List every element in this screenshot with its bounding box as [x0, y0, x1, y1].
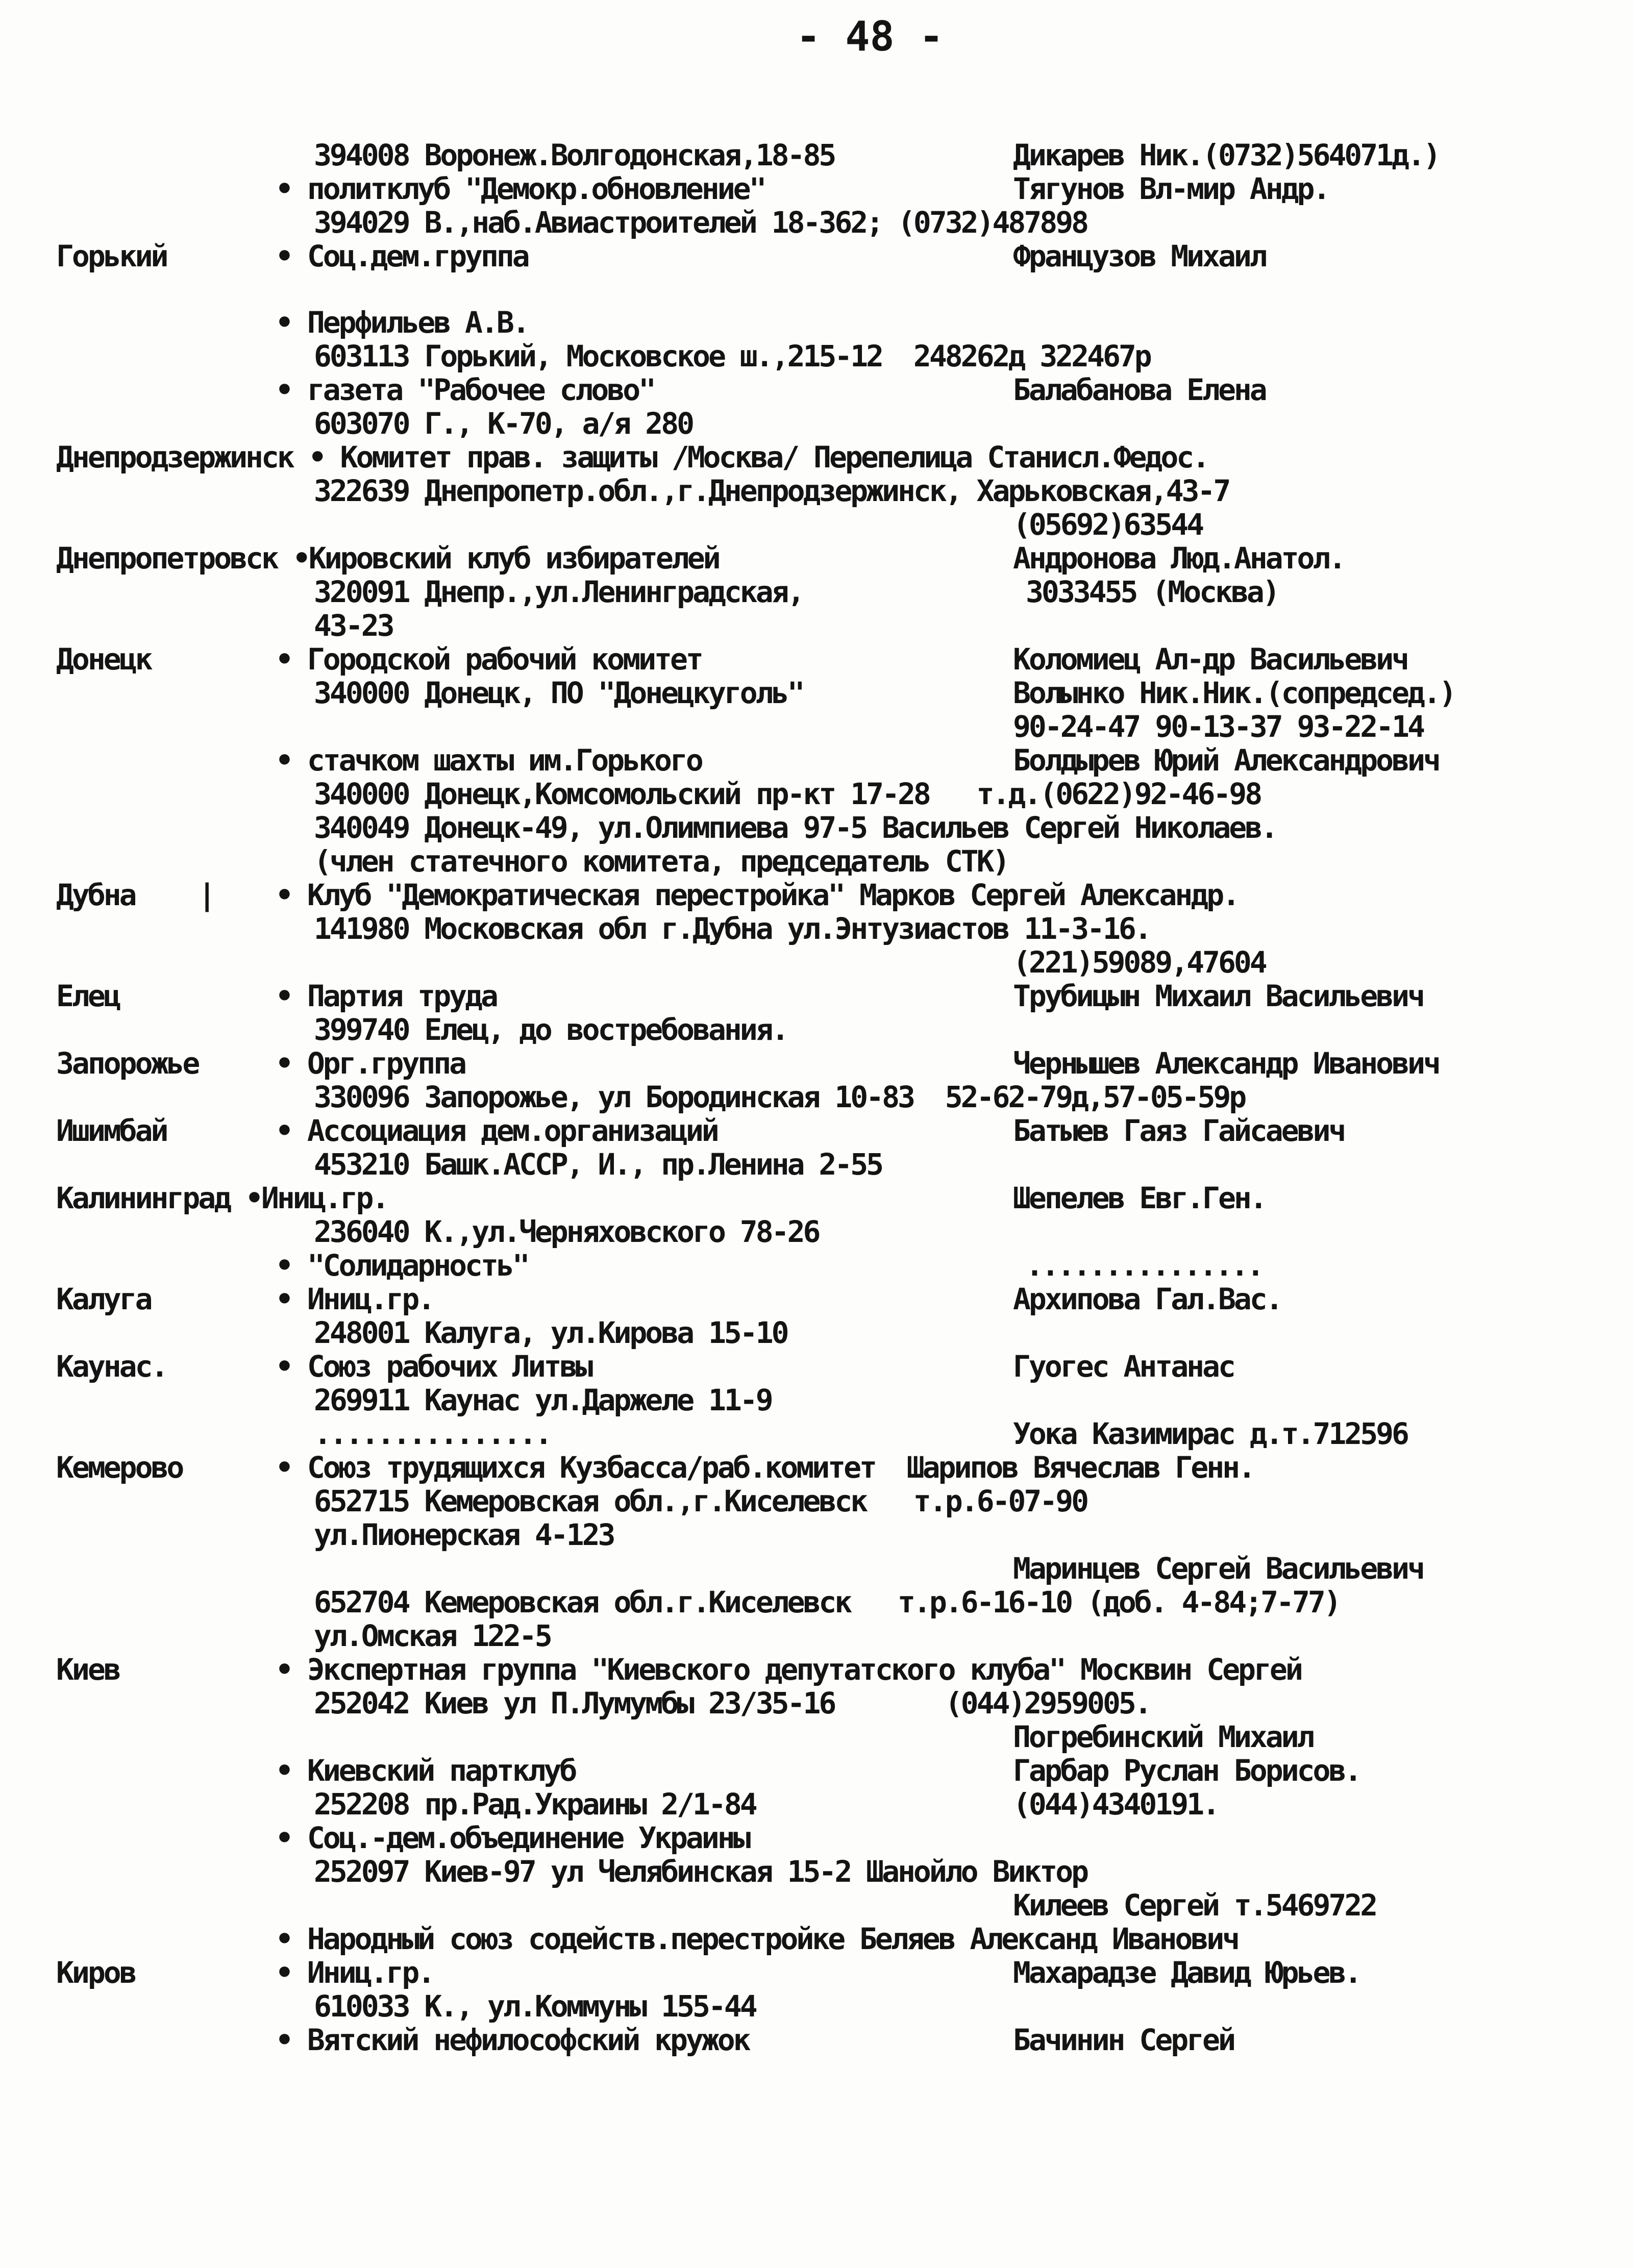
text-line: • Союз рабочих Литвы [276, 1349, 591, 1384]
text-line: 43-23 [314, 608, 393, 643]
text-line: 269911 Каунас ул.Даржеле 11-9 [314, 1383, 772, 1417]
text-line: • Перфильев А.В. [276, 305, 528, 340]
text-line: Гуогес Антанас [1013, 1349, 1234, 1384]
text-line: • политклуб "Демокр.обновление" [276, 171, 765, 206]
text-line: • Вятский нефилософский кружок [276, 2023, 749, 2057]
text-line: 252042 Киев ул П.Лумумбы 23/35-16 (044)2959005. [314, 1686, 1150, 1721]
page-number: - 48 - [796, 13, 944, 60]
text-line: 399740 Елец, до востребования. [314, 1012, 787, 1047]
text-line: • Союз трудящихся Кузбасса/раб.комитет Шарипов Вячеслав Генн. [276, 1450, 1254, 1485]
text-line: ............... [314, 1416, 551, 1451]
text-line: Тягунов Вл-мир Андр. [1013, 171, 1329, 206]
city-label: Киев [56, 1652, 119, 1687]
text-line: Уока Казимирас д.т.712596 [1013, 1416, 1407, 1451]
text-line: Батыев Гаяз Гайсаевич [1013, 1113, 1345, 1148]
text-line: Трубицын Михаил Васильевич [1013, 979, 1423, 1013]
text-line: 453210 Башк.АССР, И., пр.Ленина 2-55 [314, 1147, 882, 1182]
city-label: Каунас. [56, 1349, 167, 1384]
city-label: Днепропетровск •Кировский клуб избирателей [56, 541, 719, 576]
text-line: 320091 Днепр.,ул.Ленинградская, [314, 575, 803, 609]
text-line: Французов Михаил [1013, 239, 1266, 273]
text-line: • Иниц.гр. [276, 1955, 434, 1990]
text-line: 603113 Горький, Московское ш.,215-12 248262д 322467р [314, 339, 1150, 373]
text-line: 90-24-47 90-13-37 93-22-14 [1013, 709, 1423, 744]
text-line: • Городской рабочий комитет [276, 642, 702, 677]
text-line: Килеев Сергей т.5469722 [1013, 1888, 1376, 1923]
text-line: Гарбар Руслан Борисов. [1013, 1753, 1360, 1788]
text-line: • Соц.-дем.объединение Украины [276, 1821, 749, 1855]
text-line: (05692)63544 [1013, 507, 1203, 542]
text-line: 236040 К.,ул.Черняховского 78-26 [314, 1214, 819, 1249]
text-line: 330096 Запорожье, ул Бородинская 10-83 52-62-79д,57-05-59р [314, 1080, 1245, 1114]
text-line: Погребинский Михаил [1013, 1719, 1313, 1754]
text-line: 141980 Московская обл г.Дубна ул.Энтузиастов 11-3-16. [314, 911, 1150, 946]
text-line: • стачком шахты им.Горького [276, 743, 702, 778]
text-line: 252097 Киев-97 ул Челябинская 15-2 Шанойло Виктор [314, 1854, 1087, 1889]
city-label: Кемерово [56, 1450, 183, 1485]
text-line: • Иниц.гр. [276, 1282, 434, 1316]
text-line: 322639 Днепропетр.обл.,г.Днепродзержинск, Харьковская,43-7 [314, 473, 1229, 508]
text-line: 610033 К., ул.Коммуны 155-44 [314, 1989, 756, 2024]
text-line: Коломиец Ал-др Васильевич [1013, 642, 1407, 677]
text-line: 340000 Донецк, ПО "Донецкуголь" [314, 676, 803, 710]
text-line: ул.Пионерская 4-123 [314, 1517, 614, 1552]
text-line: 652704 Кемеровская обл.г.Киселевск т.р.6-16-10 (доб. 4-84;7-77) [314, 1585, 1340, 1619]
text-line: Махарадзе Давид Юрьев. [1013, 1955, 1360, 1990]
text-line: (221)59089,47604 [1013, 945, 1266, 980]
text-line: Чернышев Александр Иванович [1013, 1046, 1439, 1081]
text-line: • Партия труда [276, 979, 497, 1013]
text-line: Шепелев Евг.Ген. [1013, 1181, 1266, 1215]
text-line: • газета "Рабочее слово" [276, 372, 655, 407]
text-line: Балабанова Елена [1013, 372, 1266, 407]
text-line: • Киевский партклуб [276, 1753, 576, 1788]
text-line: • Ассоциация дем.организаций [276, 1113, 717, 1148]
text-line: • Соц.дем.группа [276, 239, 528, 273]
text-line: 252208 пр.Рад.Украины 2/1-84 [314, 1787, 756, 1822]
city-label: Ишимбай [56, 1113, 167, 1148]
text-line: Архипова Гал.Вас. [1013, 1282, 1281, 1316]
city-label: Калининград •Иниц.гр. [56, 1181, 388, 1215]
text-line: 652715 Кемеровская обл.,г.Киселевск т.р.6-07-90 [314, 1484, 1087, 1518]
city-label: Днепродзержинск • Комитет прав. защиты /Москва/ Перепелица Станисл.Федос. [56, 440, 1208, 475]
text-line: Бачинин Сергей [1013, 2023, 1234, 2057]
city-label: Запорожье [56, 1046, 199, 1081]
city-label: Горький [56, 239, 167, 273]
text-line: 603070 Г., К-70, а/я 280 [314, 406, 693, 441]
text-line: Дикарев Ник.(0732)564071д.) [1013, 138, 1439, 172]
text-line: 3033455 (Москва) [1026, 575, 1278, 609]
text-line: 394008 Воронеж.Волгодонская,18-85 [314, 138, 835, 172]
text-line: 340000 Донецк,Комсомольский пр-кт 17-28 т.д.(0622)92-46-98 [314, 777, 1261, 811]
text-line: Маринцев Сергей Васильевич [1013, 1551, 1423, 1586]
text-line: 340049 Донецк-49, ул.Олимпиева 97-5 Васильев Сергей Николаев. [314, 810, 1277, 845]
city-label: Калуга [56, 1282, 151, 1316]
text-line: Болдырев Юрий Александрович [1013, 743, 1439, 778]
text-line: • Народный союз содейств.перестройке Беляев Александ Иванович [276, 1922, 1239, 1956]
city-label: Елец [56, 979, 119, 1013]
text-line: • Экспертная группа "Киевского депутатского клуба" Москвин Сергей [276, 1652, 1301, 1687]
text-line: (член статечного комитета, председатель СТК) [314, 844, 1008, 879]
city-label: Дубна | [56, 878, 214, 912]
text-line: ул.Омская 122-5 [314, 1618, 551, 1653]
city-label: Донецк [56, 642, 151, 677]
text-line: Волынко Ник.Ник.(сопредсед.) [1013, 676, 1455, 710]
text-line: 394029 В.,наб.Авиастроителей 18-362; (0732)487898 [314, 205, 1087, 240]
text-line: • Клуб "Демократическая перестройка" Марков Сергей Александр. [276, 878, 1239, 912]
text-line: Андронова Люд.Анатол. [1013, 541, 1345, 576]
city-label: Киров [56, 1955, 135, 1990]
text-line: ............... [1026, 1248, 1263, 1283]
text-line: • "Солидарность" [276, 1248, 528, 1283]
text-line: (044)4340191. [1013, 1787, 1218, 1822]
text-line: 248001 Калуга, ул.Кирова 15-10 [314, 1315, 787, 1350]
text-line: • Орг.группа [276, 1046, 465, 1081]
